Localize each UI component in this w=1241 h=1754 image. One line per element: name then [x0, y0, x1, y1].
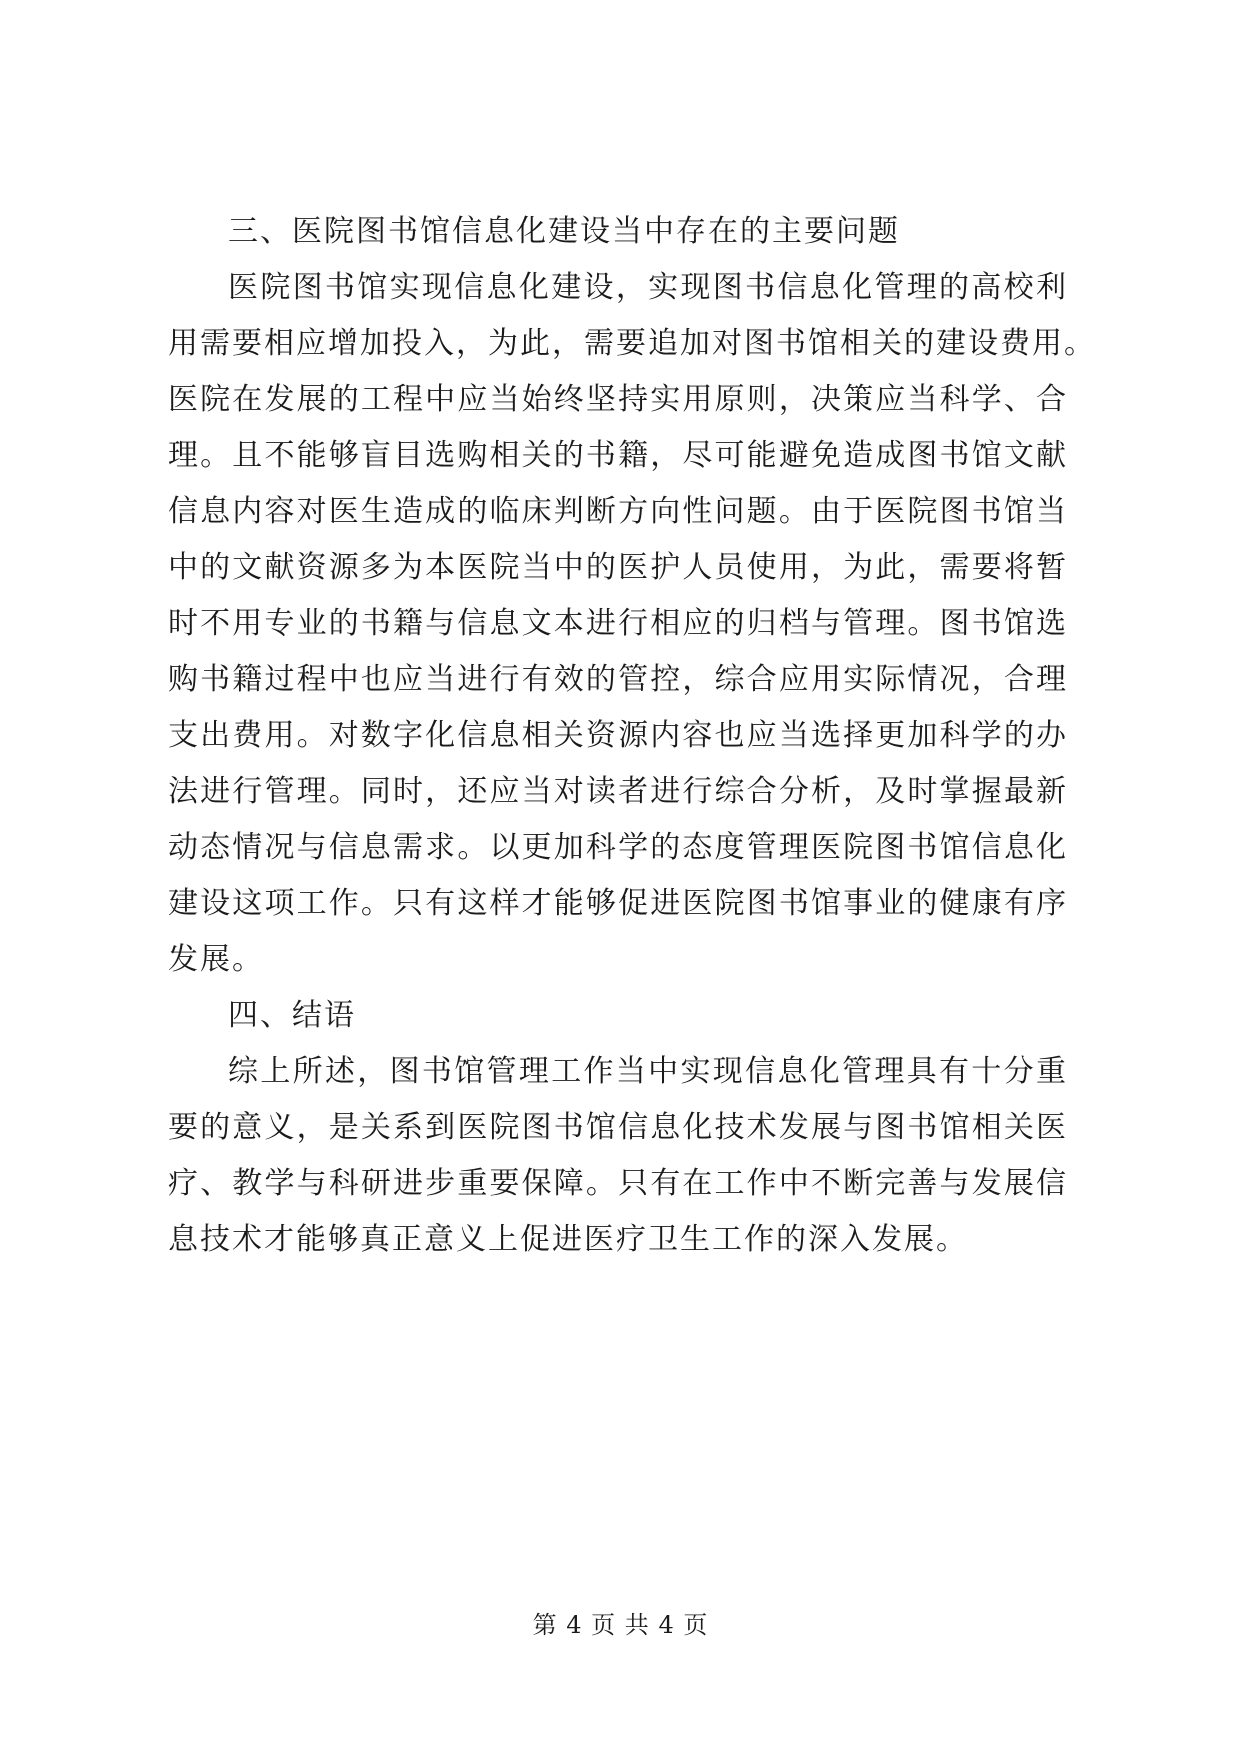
- paragraph-1-line-11: 动态情况与信息需求。以更加科学的态度管理医院图书馆信息化: [168, 830, 1068, 865]
- paragraph-1-line-8: 购书籍过程中也应当进行有效的管控，综合应用实际情况，合理: [168, 662, 1068, 697]
- paragraph-1-line-7: 时不用专业的书籍与信息文本进行相应的归档与管理。图书馆选: [168, 606, 1068, 641]
- paragraph-2-line-4: 息技术才能够真正意义上促进医疗卫生工作的深入发展。: [168, 1222, 968, 1257]
- paragraph-1-line-6: 中的文献资源多为本医院当中的医护人员使用，为此，需要将暂: [168, 550, 1068, 585]
- paragraph-1-line-3: 医院在发展的工程中应当始终坚持实用原则，决策应当科学、合: [168, 382, 1068, 417]
- paragraph-2-line-2: 要的意义，是关系到医院图书馆信息化技术发展与图书馆相关医: [168, 1110, 1068, 1145]
- paragraph-1-line-1: 医院图书馆实现信息化建设，实现图书信息化管理的高校利: [228, 270, 1068, 305]
- page-number-footer: 第 4 页 共 4 页: [532, 1611, 709, 1639]
- section-heading-3: 三、医院图书馆信息化建设当中存在的主要问题: [228, 214, 900, 249]
- section-heading-4: 四、结语: [228, 998, 356, 1033]
- paragraph-2-line-3: 疗、教学与科研进步重要保障。只有在工作中不断完善与发展信: [168, 1166, 1068, 1201]
- paragraph-2-line-1: 综上所述，图书馆管理工作当中实现信息化管理具有十分重: [228, 1054, 1068, 1089]
- paragraph-1-line-5: 信息内容对医生造成的临床判断方向性问题。由于医院图书馆当: [168, 494, 1068, 529]
- paragraph-1-line-13: 发展。: [168, 942, 264, 977]
- paragraph-1-line-10: 法进行管理。同时，还应当对读者进行综合分析，及时掌握最新: [168, 774, 1068, 809]
- paragraph-1-line-2: 用需要相应增加投入，为此，需要追加对图书馆相关的建设费用。: [168, 326, 1096, 361]
- paragraph-1-line-9: 支出费用。对数字化信息相关资源内容也应当选择更加科学的办: [168, 718, 1068, 753]
- paragraph-1-line-4: 理。且不能够盲目选购相关的书籍，尽可能避免造成图书馆文献: [168, 438, 1068, 473]
- paragraph-1-line-12: 建设这项工作。只有这样才能够促进医院图书馆事业的健康有序: [168, 886, 1068, 921]
